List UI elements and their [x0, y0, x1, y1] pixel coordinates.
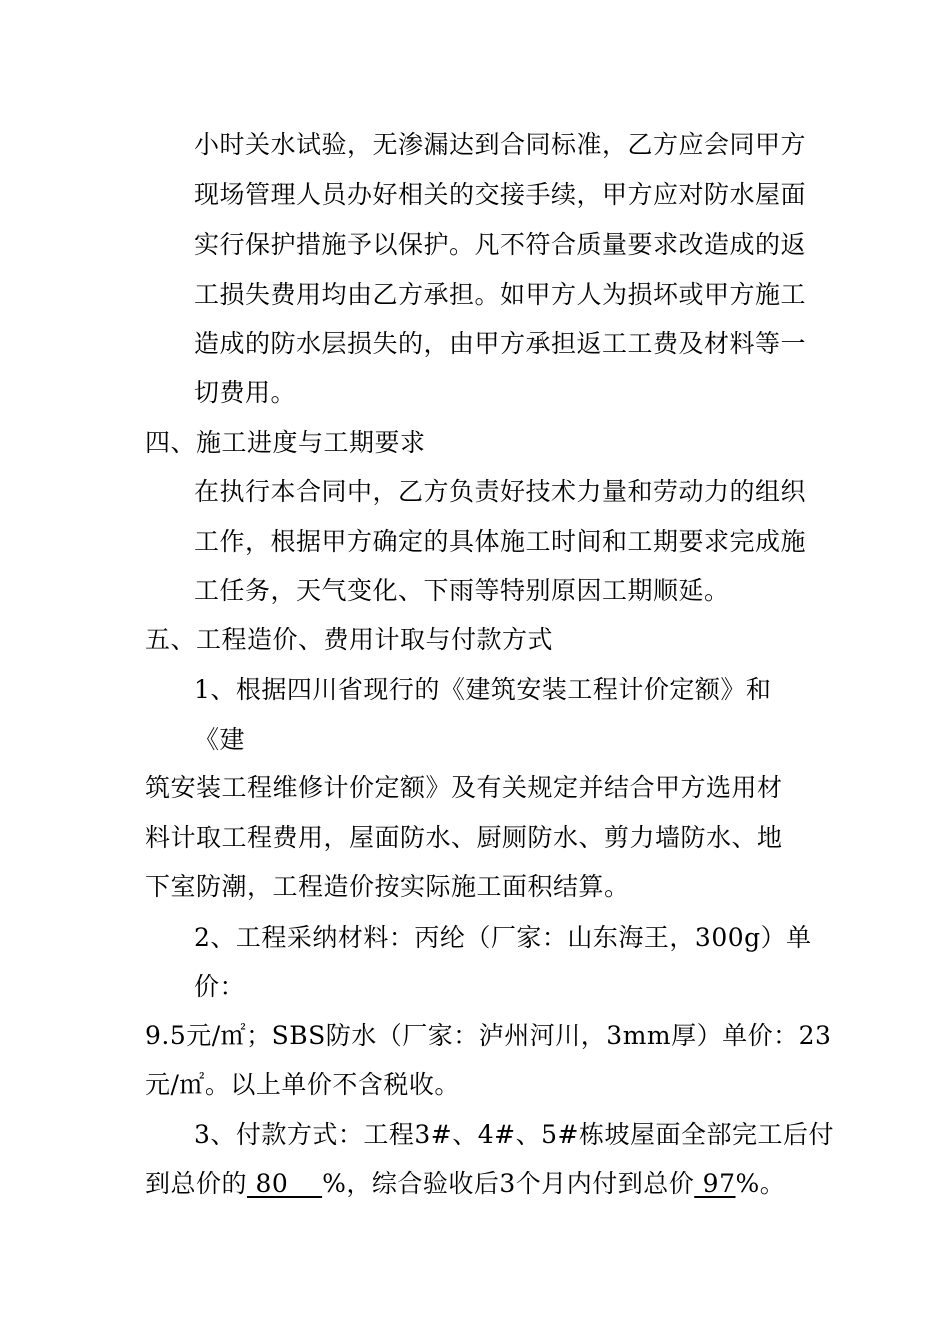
paragraph-line: 小时关水试验，无渗漏达到合同标准，乙方应会同甲方	[194, 130, 807, 159]
clause-2-line: 9.5元/㎡；SBS防水（厂家：泸州河川，3mm厚）单价：23	[145, 1021, 832, 1050]
clause-1-line: 下室防潮，工程造价按实际施工面积结算。	[145, 872, 630, 901]
clause-3-text: 到总价的	[145, 1169, 248, 1198]
section-heading-5: 五、工程造价、费用计取与付款方式	[145, 625, 554, 654]
final-percent-blank: 97	[694, 1169, 736, 1198]
paragraph-line: 工作，根据甲方确定的具体施工时间和工期要求完成施	[194, 527, 807, 556]
clause-1-line: 《建	[194, 725, 246, 754]
clause-1-line: 筑安装工程维修计价定额》及有关规定并结合甲方选用材	[145, 773, 783, 802]
clause-3-text: %。	[735, 1169, 786, 1198]
clause-1-line: 1、根据四川省现行的《建筑安装工程计价定额》和	[194, 675, 772, 704]
paragraph-line: 工损失费用均由乙方承担。如甲方人为损坏或甲方施工	[194, 280, 807, 309]
clause-2-line: 2、工程采纳材料：丙纶（厂家：山东海王，300g）单	[194, 923, 812, 952]
clause-3-last-line	[145, 1169, 785, 1199]
clause-3-line: 3、付款方式：工程3#、4#、5#栋坡屋面全部完工后付	[194, 1120, 834, 1149]
paragraph-line: 切费用。	[194, 378, 297, 407]
paragraph-line: 在执行本合同中，乙方负责好技术力量和劳动力的组织	[194, 477, 807, 506]
clause-3-text: %，综合验收后3个月内付到总价	[322, 1169, 695, 1198]
payment-percent-blank: 80	[247, 1169, 323, 1198]
paragraph-line: 造成的防水层损失的，由甲方承担返工工费及材料等一	[194, 329, 807, 358]
paragraph-line: 工任务，天气变化、下雨等特别原因工期顺延。	[194, 576, 730, 605]
clause-2-line: 元/㎡。以上单价不含税收。	[145, 1070, 460, 1099]
clause-2-line: 价：	[194, 972, 246, 1001]
clause-1-line: 料计取工程费用，屋面防水、厨厕防水、剪力墙防水、地	[145, 823, 783, 852]
paragraph-line: 实行保护措施予以保护。凡不符合质量要求改造成的返	[194, 230, 807, 259]
section-heading-4: 四、施工进度与工期要求	[145, 428, 426, 457]
paragraph-line: 现场管理人员办好相关的交接手续，甲方应对防水屋面	[194, 180, 807, 209]
